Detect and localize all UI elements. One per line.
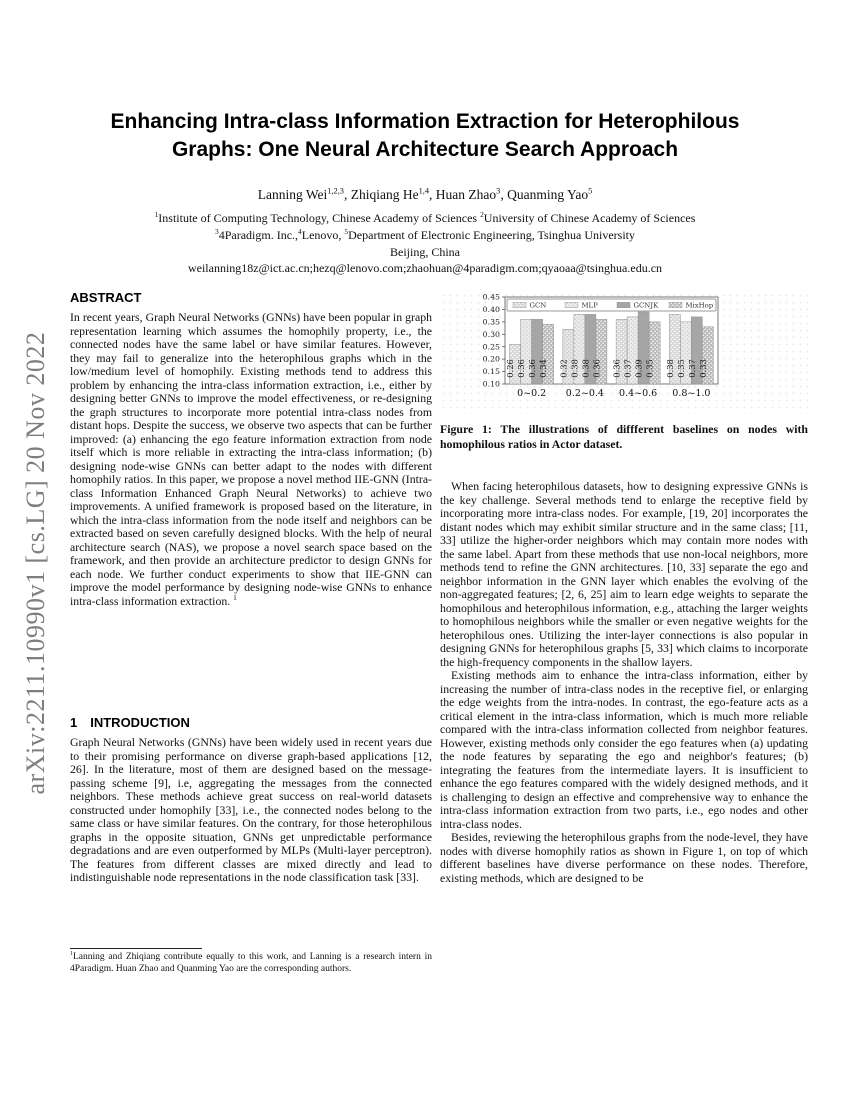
- paragraph-when-facing: When facing heterophilous datasets, how to designing expressive GNNs is the key challenge. Several methods tend to enlarge the receptive field by incorporating more intra-class nodes. For example, [19, 20] incorporates the distant nodes which may exhibit similar structure and in the same class; [11, 33] utilize the higher-order neighbors which may contain more nodes with the same label. Apart from these methods that use non-local neighbors, more methods tend to refine the GNN architectures. [10, 33] separate the ego and neighbor information in the GNN layer which enables the evolving of the non-aggregated features; [2, 6, 25] aim to learn edge weights to separate the homophilous and heterophilous information, e.g., attaching the larger weights to homophilous neighbors while the smaller or even negative weights for the heterophilous ones. Utilizing the inter-layer connections is also popular in designing GNNs for heterophilous graphs [5, 33] which claims to incorporate the high-frequency components in the shallow layers.: [440, 479, 808, 669]
- section-number: 1: [70, 715, 78, 730]
- svg-text:0.36: 0.36: [527, 359, 538, 378]
- svg-text:0.36: 0.36: [611, 359, 622, 378]
- introduction-heading: [70, 715, 432, 730]
- affiliation-city: Beijing, China: [390, 245, 460, 259]
- svg-text:0.40: 0.40: [482, 305, 500, 315]
- paragraph-existing-methods: Existing methods aim to enhance the intra-class information, either by increasing the number of intra-class nodes in the receptive fiel, or enlarging the edge weights from the intra-nodes. In contrast, the ego-feature acts as a critical element in the intra-class information, which is much more reliable compared with the intra-class information collected from neighbor features. However, existing methods only consider the ego features when (a) updating the node features by separating the ego and neighbor's features; (b) integrating the features from the intermediate layers. It is insufficient to enhance the ego features compared with the widely designed methods, and it is challenging to design an effective and comprehensive way to enhance the intra-class information extraction from two parts, i.e., ego nodes and other intra-class nodes.: [440, 668, 808, 831]
- svg-text:0.8~1.0: 0.8~1.0: [672, 388, 711, 399]
- paragraph-besides: Besides, reviewing the heterophilous graphs from the node-level, they have nodes with diverse homophily ratios as shown in Figure 1, on top of which different baselines have diverse performance on these nodes. Therefore, existing methods, which are designed to be: [440, 830, 808, 885]
- abstract-footnote-marker: 1: [233, 592, 237, 602]
- svg-text:0.33: 0.33: [697, 359, 708, 378]
- abstract-heading: ABSTRACT: [70, 290, 142, 305]
- svg-text:0.10: 0.10: [482, 379, 500, 389]
- footnote-text-block: [70, 952, 432, 975]
- affiliation-mark: 1: [154, 210, 159, 219]
- svg-text:0.2~0.4: 0.2~0.4: [565, 388, 604, 399]
- figure1: [440, 292, 808, 414]
- affiliation-line-2: $^3$4Paradigm. Inc.,$^4$Lenovo, $^5$Department of Electronic Engineering, Tsinghua University: [215, 227, 635, 242]
- svg-text:0.37: 0.37: [686, 359, 697, 378]
- affiliation-mark: 3: [215, 227, 219, 236]
- introduction-paragraph: Graph Neural Networks (GNNs) have been widely used in recent years due to their promising performance on diverse graph-based applications [12, 26]. In the literature, most of them are designed based on the message-passing scheme [9], i.e, aggregating the messages from the connected neighbors. These methods achieve great success on real-world datasets constructed under homophily [33], i.e., the connected nodes belong to the same class or have similar features. On the contrary, for those heterophilous graphs in the opposite situation, GNNs get unpredictable performance degradations and are even outperformed by MLPs (Multi-layer perceptron). The features from different classes are mixed directly and lead to indistinguishable node representations in the node classification task [33].: [70, 735, 432, 884]
- author-affil-marks: 1,4: [418, 186, 430, 196]
- svg-text:GCN: GCN: [529, 301, 547, 310]
- affiliation-mark: 4: [298, 227, 302, 236]
- affiliation-mark: 2: [480, 210, 484, 219]
- paper-title: Enhancing Intra-class Information Extraction for Heterophilous Graphs: One Neural Architecture Search Approach: [110, 110, 740, 161]
- svg-text:0.35: 0.35: [482, 317, 500, 327]
- svg-text:0.25: 0.25: [482, 342, 500, 352]
- svg-text:0.39: 0.39: [633, 359, 644, 378]
- svg-text:0.45: 0.45: [482, 292, 500, 302]
- svg-text:0.4~0.6: 0.4~0.6: [619, 388, 658, 399]
- svg-text:MixHop: MixHop: [685, 301, 714, 310]
- svg-text:0.37: 0.37: [622, 359, 633, 378]
- left-column: [70, 290, 432, 884]
- svg-text:0.38: 0.38: [580, 359, 591, 378]
- svg-text:0.36: 0.36: [591, 359, 602, 378]
- author-name: Zhiqiang He: [350, 187, 419, 202]
- svg-text:0.15: 0.15: [482, 367, 500, 377]
- abstract-text: [70, 311, 432, 608]
- abstract-body: In recent years, Graph Neural Networks (GNNs) have been popular in graph representation learning which assumes the homophily property, i.e., the connected nodes have the same label or have similar features. However, they may fail to generalize into the heterophilous graphs which in the low/medium level of homophily. Existing methods tend to address this problem by enhancing the intra-class information extraction, i.e., either by designing better GNNs to improve the model effectiveness, or re-designing the graph structures to incorporate more potential intra-class nodes from distant hops. Despite the success, we observe two aspects that can be further improved: (a) enhancing the ego feature information extraction from node itself which is more reliable in extracting the intra-class information; (b) designing node-wise GNNs can better adapt to the nodes with different homophily ratios. In this paper, we propose a novel method IIE-GNN (Intra-class Information Enhanced Graph Neural Networks) to achieve two improvements. A unified framework is proposed based on the literature, in which the intra-class information from the node itself and neighbors can be extracted based on seven carefully designed blocks. With the help of neural architecture search (NAS), we propose a novel search space based on the framework, and then provide an architecture predictor to design GNNs for each node. We further conduct experiments to show that IIE-GNN can improve the model performance by designing node-wise GNNs to enhance intra-class information extraction.: [70, 310, 432, 608]
- svg-text:0.35: 0.35: [675, 359, 686, 378]
- footnote-marker: 1: [70, 950, 73, 957]
- author-name: Quanming Yao: [507, 187, 589, 202]
- author-name: Lanning Wei: [257, 187, 328, 202]
- svg-text:0.32: 0.32: [558, 359, 569, 378]
- author-affil-marks: 5: [588, 186, 593, 196]
- footnote-rule: [70, 948, 202, 949]
- arxiv-watermark: arXiv:2211.10990v1 [cs.LG] 20 Nov 2022: [21, 331, 50, 795]
- svg-text:0.36: 0.36: [516, 359, 527, 378]
- svg-text:0~0.2: 0~0.2: [517, 388, 547, 399]
- author-affil-marks: 3: [496, 186, 501, 196]
- svg-text:0.38: 0.38: [569, 359, 580, 378]
- affiliation-mark: 5: [344, 227, 349, 236]
- introduction-section: [70, 715, 432, 885]
- author-name: Huan Zhao: [435, 187, 497, 202]
- section-title: INTRODUCTION: [90, 715, 190, 730]
- affiliation-line-1: $^1$Institute of Computing Technology, Chinese Academy of Sciences $^2$University of Chinese Academy of Sciences: [154, 210, 696, 225]
- svg-text:0.26: 0.26: [505, 359, 516, 378]
- author-emails: weilanning18z@ict.ac.cn;hezq@lenovo.com;zhaohuan@4paradigm.com;qyaoaa@tsinghua.edu.cn: [187, 261, 663, 275]
- figure1-caption: Figure 1: The illustrations of diffferent baselines on nodes with homophilous ratios in Actor dataset.: [440, 422, 808, 451]
- svg-text:0.34: 0.34: [538, 359, 549, 378]
- figure1-chart: [440, 292, 808, 410]
- authors-line: Lanning Wei$^{1,2,3}$, Zhiqiang He$^{1,4}$, Huan Zhao$^3$, Quanming Yao$^5$: [257, 186, 593, 202]
- svg-text:0.35: 0.35: [644, 359, 655, 378]
- author-affil-marks: 1,2,3: [327, 186, 344, 196]
- right-column: [440, 292, 808, 885]
- svg-text:0.38: 0.38: [664, 359, 675, 378]
- svg-text:0.30: 0.30: [482, 329, 500, 339]
- svg-text:MLP: MLP: [581, 301, 598, 310]
- svg-text:GCNJK: GCNJK: [633, 301, 659, 310]
- svg-text:0.20: 0.20: [482, 354, 500, 364]
- footnote: [70, 948, 432, 975]
- footnote-text: Lanning and Zhiqiang contribute equally to this work, and Lanning is a research intern in 4Paradigm. Huan Zhao and Quanming Yao are the corresponding authors.: [70, 952, 432, 974]
